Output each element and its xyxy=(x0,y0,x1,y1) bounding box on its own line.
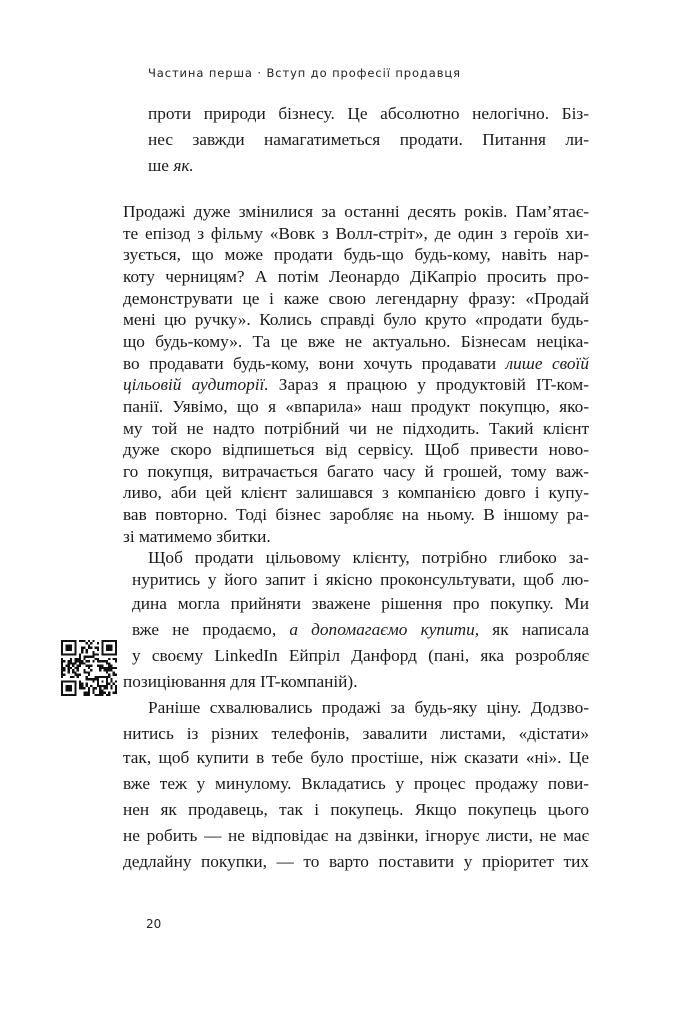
paragraph-line: позиціювання для IT-компаній). xyxy=(123,672,358,691)
paragraph-line: зі матимемо збитки. xyxy=(123,526,271,546)
quote-emphasis: як. xyxy=(173,156,194,175)
text-run: , як написала xyxy=(474,620,590,639)
quote-line: проти природи бізнесу. Це абсолютно нелогічно. Біз- xyxy=(148,104,589,123)
paragraph-line: не робить — не відповідає на дзвінки, ігнорує листи, не має xyxy=(123,826,589,845)
quote-text: ше xyxy=(148,156,174,175)
paragraph-line: мені цю ручку». Колись справді було круто «продати будь- xyxy=(123,310,589,330)
paragraph-line: Раніше схвалювались продажі за будь-яку ціну. Додзво- xyxy=(148,698,589,717)
paragraph-line: нен як продавець, так і покупець. Якщо покупець цього xyxy=(123,800,589,819)
paragraph-line: що будь-кому». Та це вже не актуально. Бізнесам неціка- xyxy=(123,331,589,351)
paragraph-line: так, щоб купити в тебе було простіше, ніж сказати «ні». Це xyxy=(123,748,589,767)
paragraph-line: демонструвати це і каже свою легендарну фразу: «Продай xyxy=(123,288,589,308)
paragraph-line: вав повторно. Тоді бізнес заробляє на ньому. В іншому ра- xyxy=(123,505,589,525)
emphasis-text: а допомагаємо купити xyxy=(289,620,475,639)
text-run: Зараз я працюю у продуктовій IT-ком- xyxy=(268,375,589,395)
paragraph-line: те епізод з фільму «Вовк з Волл-стріт», де один з героїв хи- xyxy=(123,223,589,243)
text-run: вже не продаємо, xyxy=(132,620,290,639)
emphasis-text: цільовій аудиторії. xyxy=(123,375,269,395)
paragraph-line: вже теж у минулому. Вкладатись у процес продажу пови- xyxy=(123,774,589,793)
paragraph-line: дедлайну покупки, — то варто поставити у пріоритет тих xyxy=(123,852,589,871)
emphasis-text: лише своїй xyxy=(505,353,589,373)
paragraph-line: у своєму LinkedIn Ейпріл Данфорд (пані, яка розробляє xyxy=(132,646,589,665)
paragraph-line: ливо, аби цей клієнт залишався з компанією довго і купу- xyxy=(123,483,589,503)
running-header: Частина перша · Вступ до професії продавця xyxy=(148,66,461,80)
page-number: 20 xyxy=(146,917,162,931)
paragraph-line: нуритись у його запит і якісно проконсультувати, щоб лю- xyxy=(132,570,589,590)
paragraph-line: коту черницям? А потім Леонардо ДіКапріо просить про- xyxy=(123,266,589,286)
text-run: во продавати будь-кому, вони хочуть продавати xyxy=(123,353,506,373)
paragraph-line: Продажі дуже змінилися за останні десять років. Пам’ятає- xyxy=(123,202,589,221)
paragraph-line: му той не надто потрібний чи не підходить. Такий клієнт xyxy=(123,418,589,438)
quote-line xyxy=(148,154,589,178)
paragraph-line xyxy=(123,352,589,376)
paragraph-line xyxy=(123,373,589,397)
quote-line: нес завжди намагатиметься продати. Питання ли- xyxy=(148,130,589,149)
paragraph-line xyxy=(132,618,589,642)
paragraph-line: нитись із різних телефонів, завалити листами, «дістати» xyxy=(123,724,589,743)
paragraph-line: дина могла прийняти зважене рішення про покупку. Ми xyxy=(132,594,589,613)
qr-code-icon[interactable] xyxy=(61,640,117,696)
paragraph-line: го покупця, витрачається багато часу й грошей, тому важ- xyxy=(123,461,589,481)
paragraph-line: Щоб продати цільовому клієнту, потрібно глибоко за- xyxy=(148,548,589,568)
paragraph-line: панії. Уявімо, що я «впарила» наш продукт покупцю, яко- xyxy=(123,396,589,416)
paragraph-line: зується, що може продати будь-що будь-кому, навіть нар- xyxy=(123,245,589,265)
paragraph-line: дуже скоро відпишеться від сервісу. Щоб привести ново- xyxy=(123,440,589,460)
